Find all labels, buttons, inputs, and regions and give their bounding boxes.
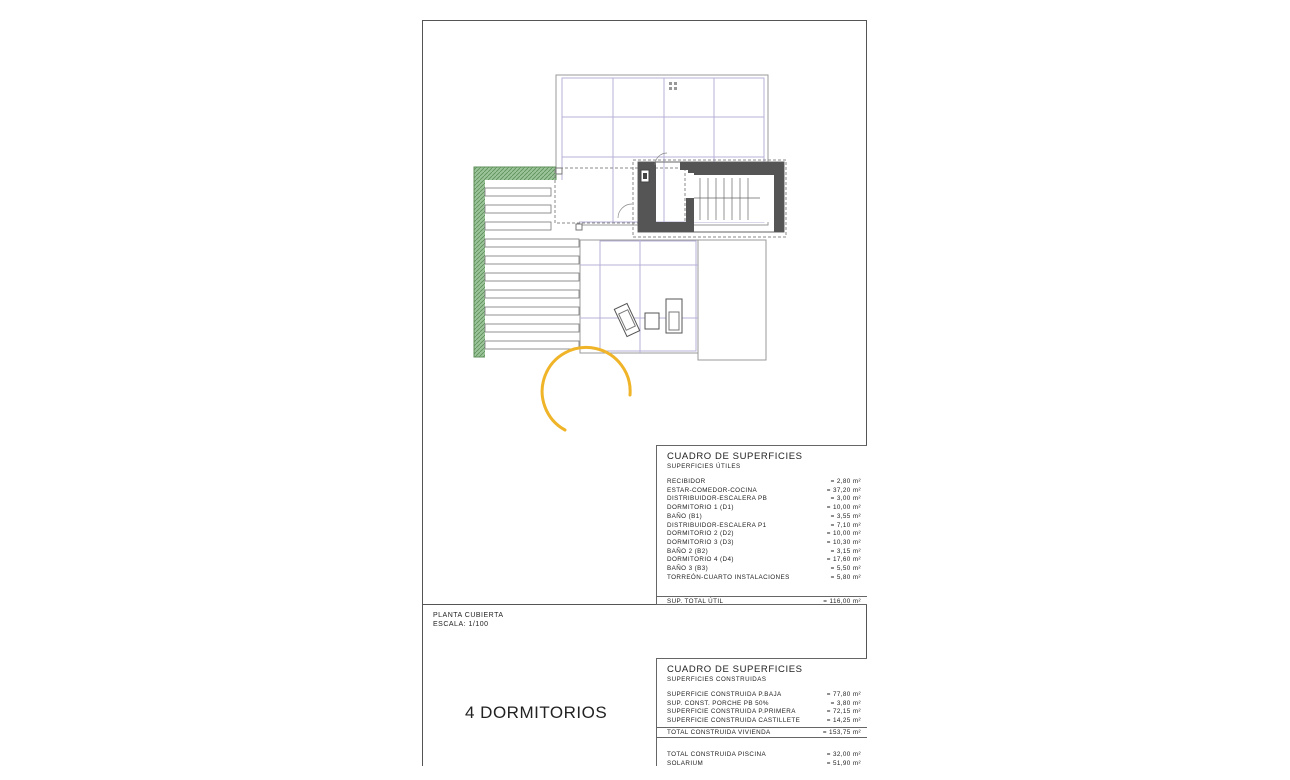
- surface-table-useful: [656, 445, 867, 605]
- stair-tower: [555, 153, 786, 237]
- plan-name: PLANTA CUBIERTA: [433, 612, 504, 619]
- table-row: SUPERFICIE CONSTRUIDA P.PRIMERA = 72,15 m²: [667, 708, 861, 716]
- table-row: DISTRIBUIDOR-ESCALERA PB = 3,00 m²: [667, 495, 861, 503]
- table-row: DORMITORIO 2 (D2) = 10,00 m²: [667, 530, 861, 538]
- loading-arc: [542, 347, 630, 430]
- table-row: BAÑO 3 (B3) = 5,50 m²: [667, 565, 861, 573]
- surface-table-built: [656, 658, 867, 766]
- table-row: SOLARIUM = 51,90 m²: [667, 759, 861, 767]
- table-total-row: TOTAL CONSTRUIDA VIVIENDA = 153,75 m²: [667, 728, 861, 736]
- table-row: DORMITORIO 1 (D1) = 10,00 m²: [667, 504, 861, 512]
- table-row: TOTAL CONSTRUIDA PISCINA = 32,00 m²: [667, 750, 861, 758]
- table-title: CUADRO DE SUPERFICIES: [667, 664, 803, 675]
- plan-label: [433, 611, 504, 629]
- table-row: BAÑO (B1) = 3,55 m²: [667, 512, 861, 520]
- table-row: DORMITORIO 4 (D4) = 17,60 m²: [667, 556, 861, 564]
- table-subtitle: SUPERFICIES CONSTRUIDAS: [667, 676, 767, 683]
- table-row: DISTRIBUIDOR-ESCALERA P1 = 7,10 m²: [667, 521, 861, 529]
- table-row: SUP. CONST. PORCHE PB 50% = 3,80 m²: [667, 699, 861, 707]
- sunbed-right: [666, 299, 682, 333]
- table-total-row: SUP. TOTAL ÚTIL = 116,00 m²: [667, 598, 861, 606]
- table-row: TORREÓN-CUARTO INSTALACIONES = 5,80 m²: [667, 573, 861, 581]
- table-row: SUPERFICIE CONSTRUIDA CASTILLETE = 14,25 m²: [667, 717, 861, 725]
- table-row: DORMITORIO 3 (D3) = 10,30 m²: [667, 538, 861, 546]
- table-row: RECIBIDOR = 2,80 m²: [667, 478, 861, 485]
- plan-scale: ESCALA: 1/100: [433, 621, 489, 628]
- solarium: [580, 240, 766, 360]
- table-row: SUPERFICIE CONSTRUIDA P.BAJA = 77,80 m²: [667, 691, 861, 698]
- table-title: CUADRO DE SUPERFICIES: [667, 451, 803, 462]
- table-subtitle: SUPERFICIES ÚTILES: [667, 463, 741, 470]
- pergola: [474, 167, 579, 358]
- sunbed-left: [614, 303, 639, 336]
- table-row: ESTAR-COMEDOR-COCINA = 37,20 m²: [667, 486, 861, 494]
- page-title: 4 DORMITORIOS: [465, 703, 608, 722]
- table-row: BAÑO 2 (B2) = 3,15 m²: [667, 547, 861, 555]
- side-table: [645, 313, 659, 329]
